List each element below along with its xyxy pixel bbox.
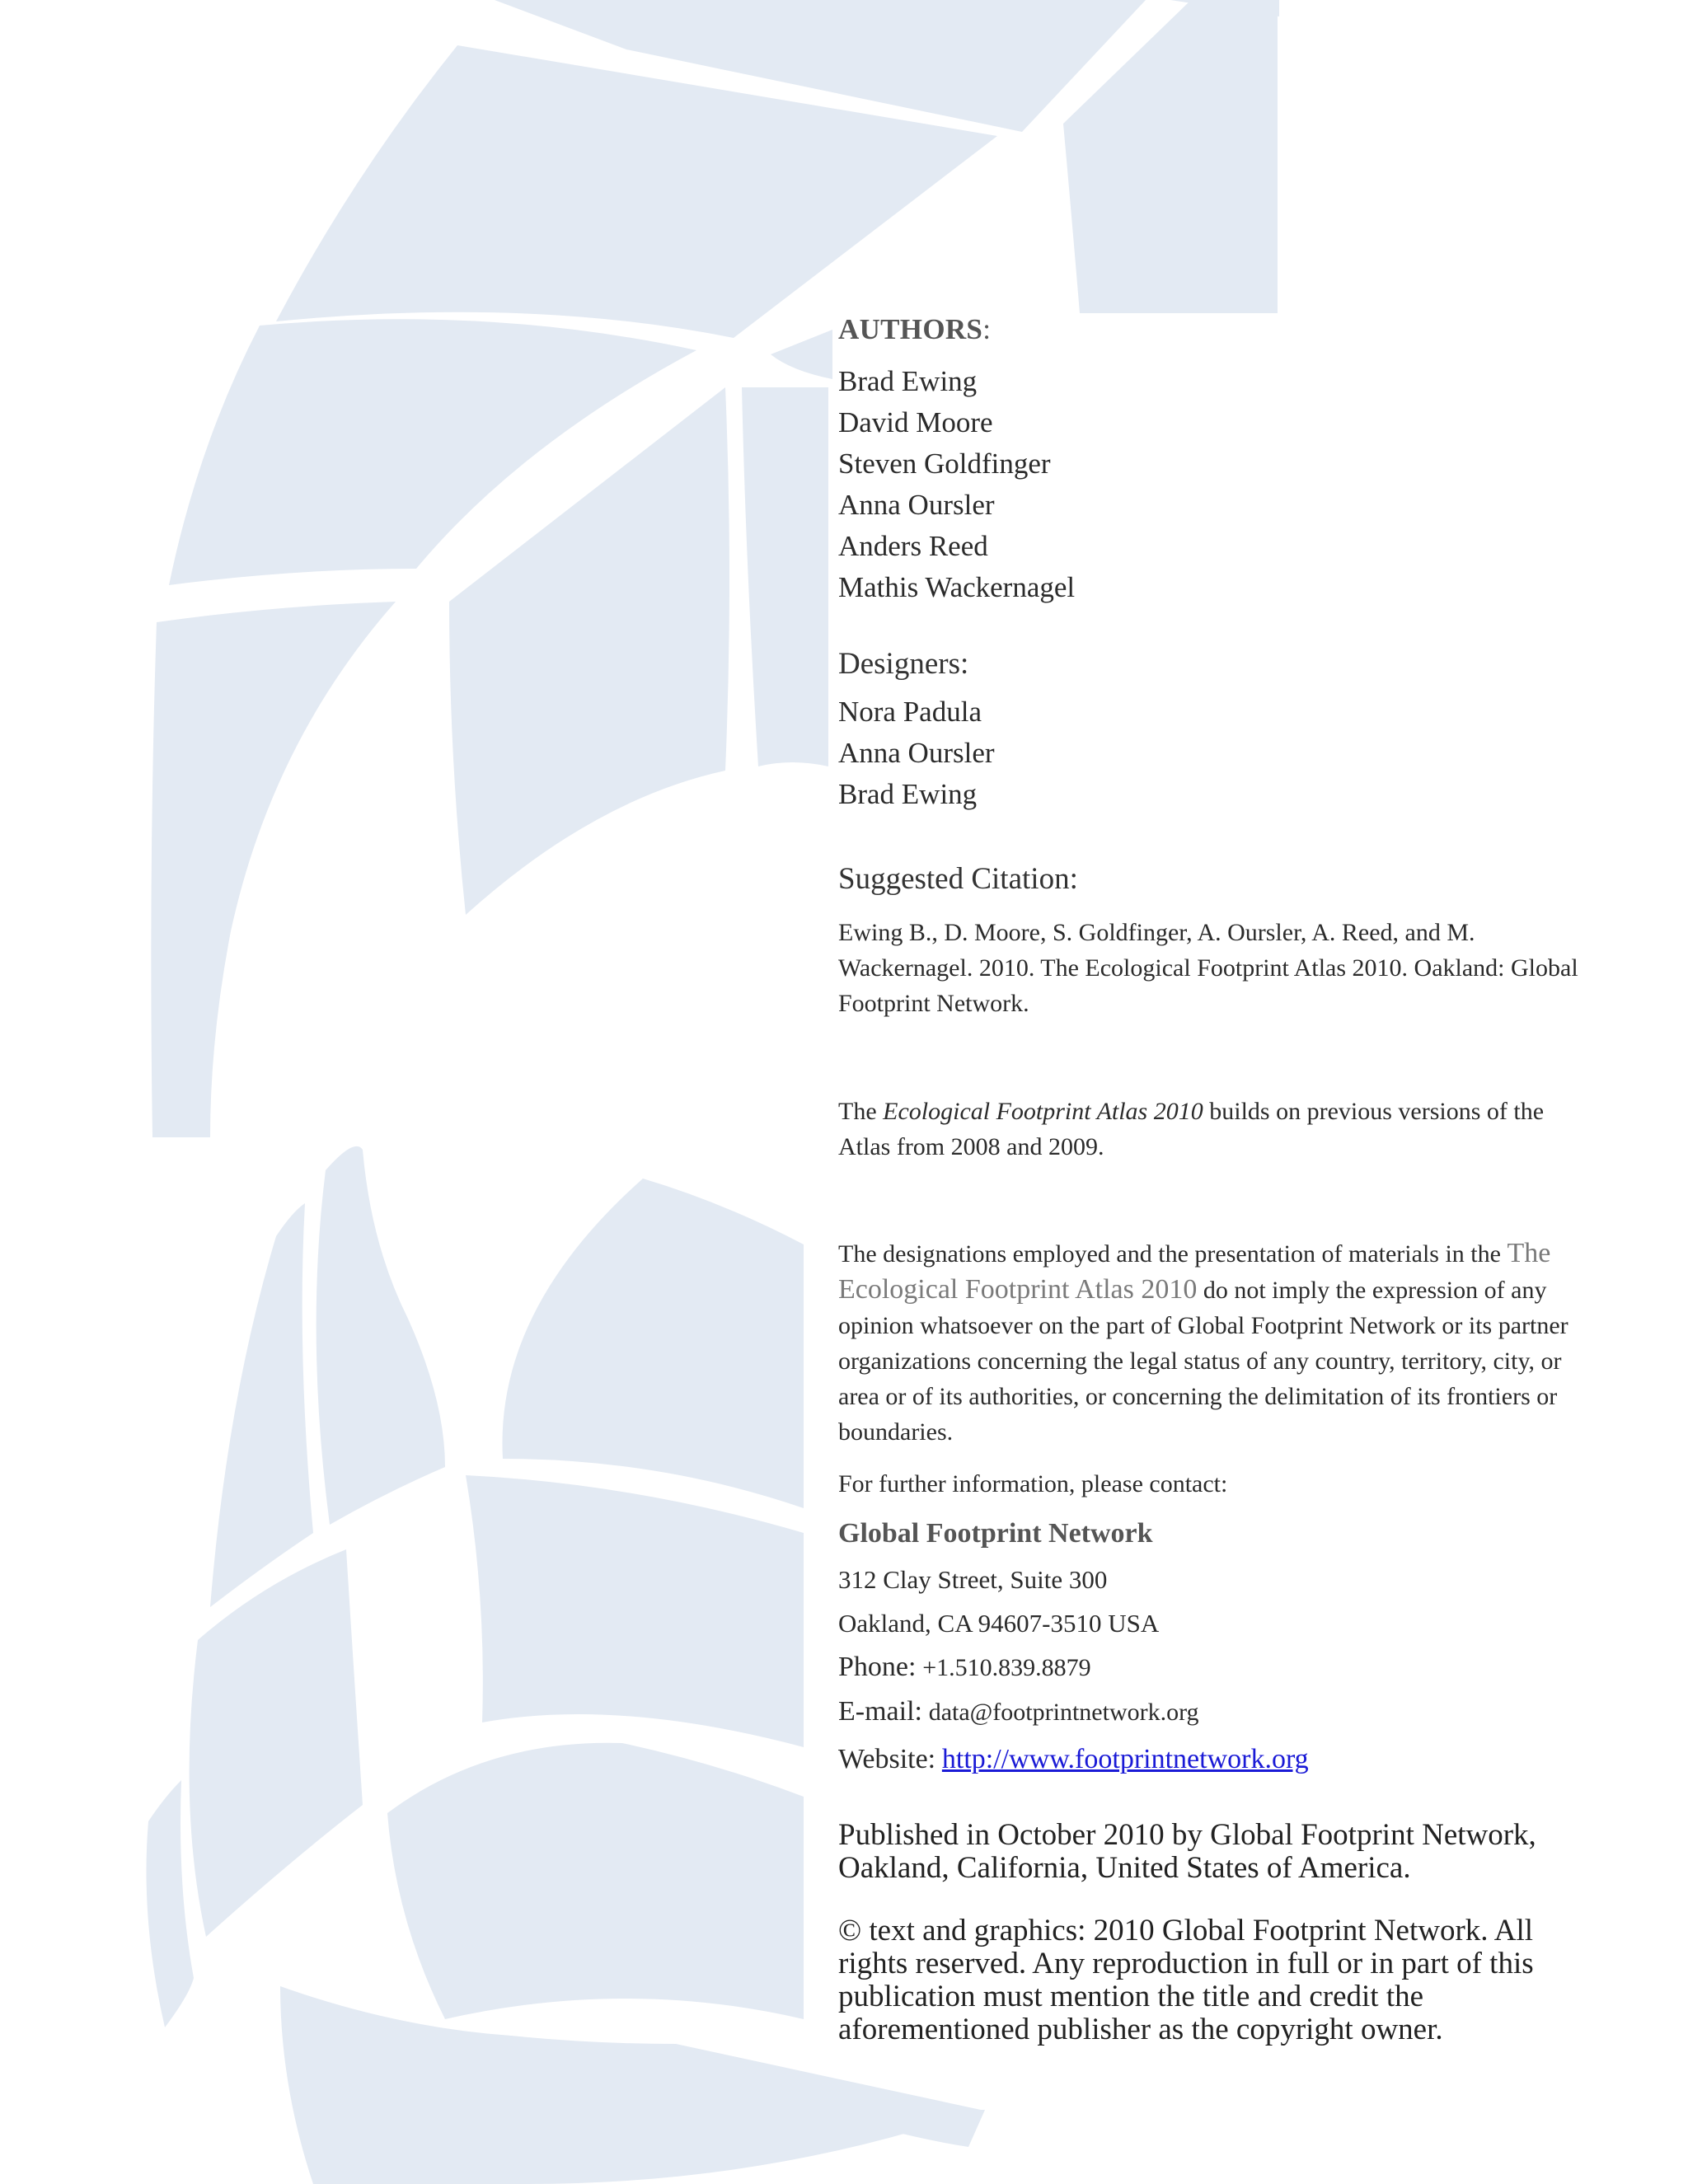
designer-name: Nora Padula (838, 696, 982, 728)
citation-text: Ewing B., D. Moore, S. Goldfinger, A. Oursler, A. Reed, and M. Wackernagel. 2010. The Ecological Footprint Atlas 2010. Oakland: Global Footprint Network. (838, 919, 1578, 1017)
authors-section (838, 313, 1580, 608)
contact-intro: For further information, please contact: (838, 1470, 1228, 1497)
designers-heading: Designers: (838, 647, 969, 681)
organization-name: Global Footprint Network (838, 1518, 1153, 1549)
author-name: Anders Reed (838, 530, 988, 562)
author-name: Steven Goldfinger (838, 448, 1051, 480)
designers-list (838, 691, 1580, 815)
citation-heading: Suggested Citation: (838, 862, 1078, 896)
address-line-2: Oakland, CA 94607-3510 USA (838, 1609, 1160, 1638)
disclaimer-text: The designations employed and the presentation of materials in the The Ecological Footprint Atlas 2010 do not imply the expression of any opinion whatsoever on the part of Global Footprint Network or its partner organizations concerning the legal status of any country, territory, city, or area or of its authorities, or concerning the delimitation of its frontiers or boundaries. (838, 1238, 1568, 1446)
author-name: Mathis Wackernagel (838, 571, 1076, 603)
credits-column (838, 313, 1580, 2046)
author-name: Brad Ewing (838, 365, 978, 397)
contact-block (838, 1518, 1580, 1781)
email-address: data@footprintnetwork.org (928, 1699, 1199, 1726)
citation-section (838, 861, 1580, 1021)
email-line (838, 1690, 1580, 1734)
email-label: E-mail: (838, 1696, 922, 1727)
phone-line (838, 1645, 1580, 1690)
disclaimer-atlas-title: The Ecological Footprint Atlas 2010 (838, 1238, 1551, 1305)
author-name: Anna Oursler (838, 489, 995, 521)
author-name: David Moore (838, 406, 993, 438)
address-line-1: 312 Clay Street, Suite 300 (838, 1565, 1108, 1594)
phone-label: Phone: (838, 1652, 917, 1682)
designer-name: Anna Oursler (838, 737, 995, 769)
published-statement: Published in October 2010 by Global Footprint Network, Oakland, California, United States of America. (838, 1818, 1536, 1885)
atlas-title: Ecological Footprint Atlas 2010 (883, 1098, 1203, 1125)
website-link[interactable]: http://www.footprintnetwork.org (941, 1744, 1309, 1774)
phone-number: +1.510.839.8879 (922, 1654, 1091, 1681)
designers-section (838, 646, 1580, 815)
authors-heading: AUTHORS: (838, 313, 992, 345)
designer-name: Brad Ewing (838, 778, 978, 810)
website-line (838, 1737, 1580, 1781)
copyright-statement: © text and graphics: 2010 Global Footprint Network. All rights reserved. Any reproduction in full or in part of this publication must mention the title and credit the aforementioned publisher as the copyright owner. (838, 1914, 1534, 2046)
authors-list (838, 361, 1580, 608)
website-label: Website: (838, 1744, 936, 1774)
atlas-note: The Ecological Footprint Atlas 2010 builds on previous versions of the Atlas from 2008 and 2009. (838, 1098, 1545, 1160)
